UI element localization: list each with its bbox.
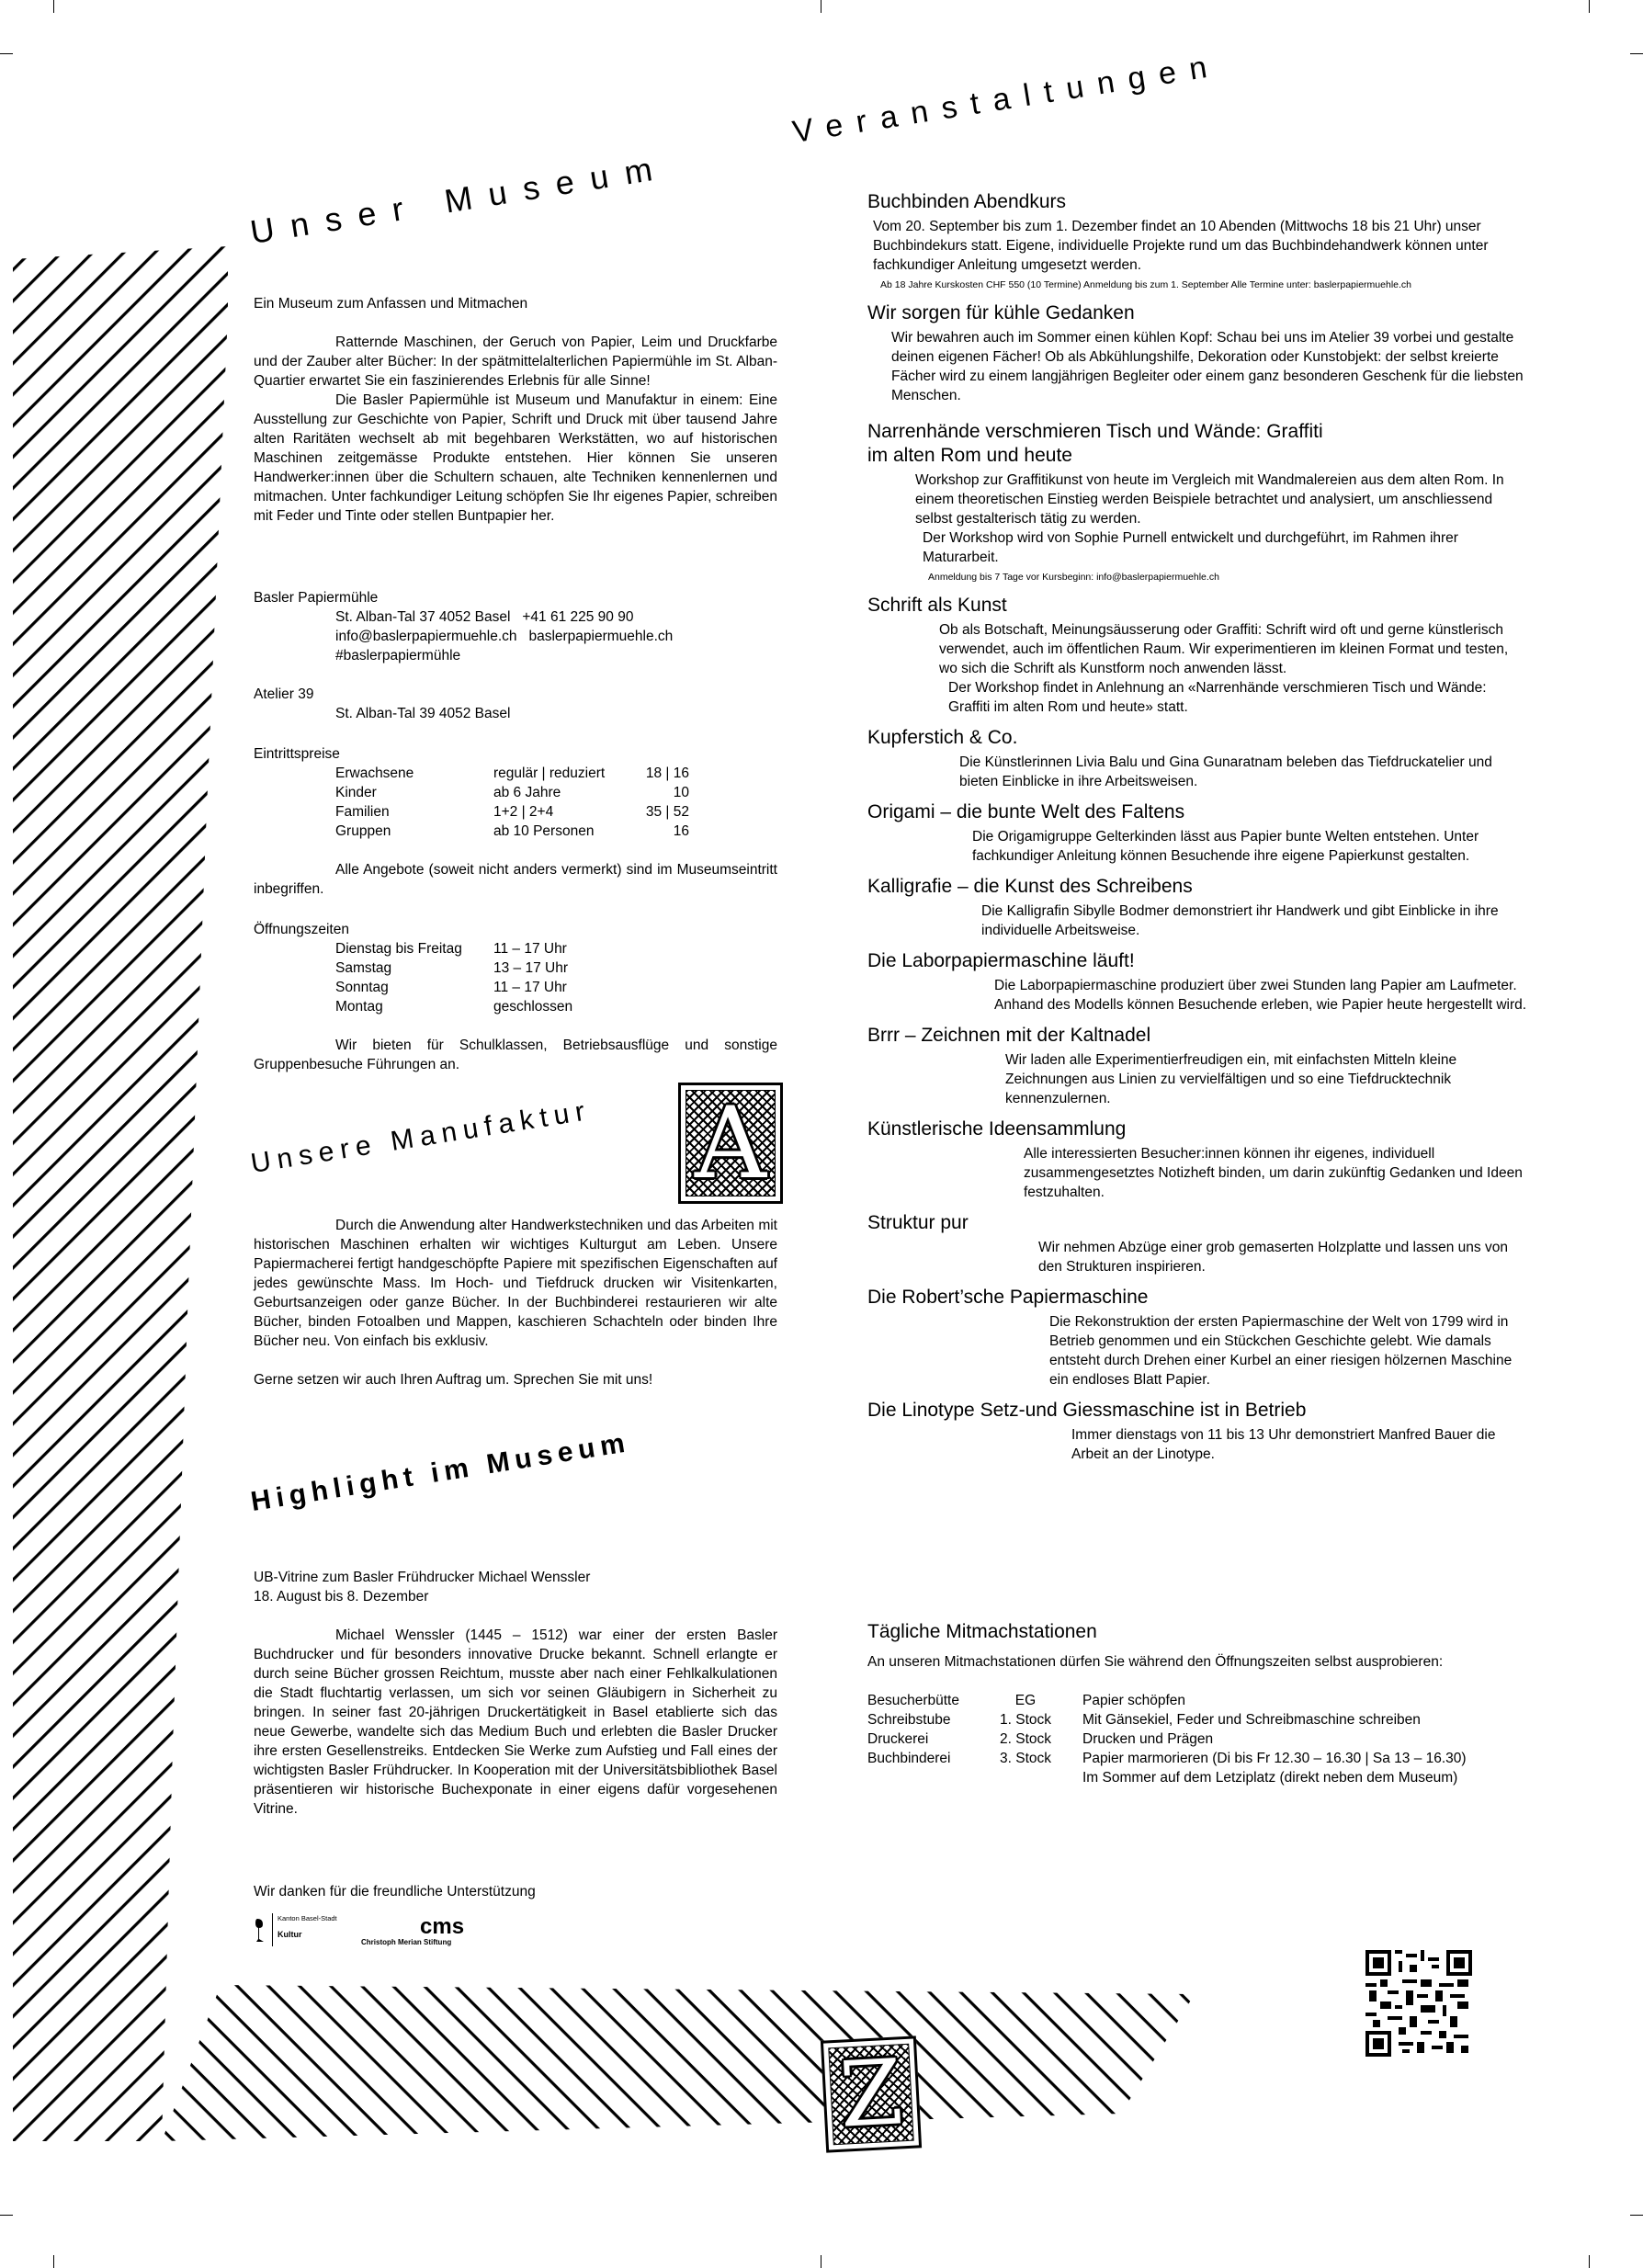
prices-table <box>335 764 689 841</box>
heading-unser-museum: Unser Museum <box>247 147 672 252</box>
price-cond: ab 10 Personen <box>493 823 595 839</box>
event-title: Brrr – Zeichnen mit der Kaltnadel <box>867 1025 1151 1046</box>
museum-subtitle: Ein Museum zum Anfassen und Mitmachen <box>254 296 528 312</box>
price-value: 18 | 16 <box>645 765 689 781</box>
event-small: Anmeldung bis 7 Tage vor Kursbeginn: info@baslerpapiermuehle.ch <box>928 572 1219 583</box>
hours-table <box>335 939 572 1016</box>
daily-place: Besucherbütte <box>867 1693 959 1708</box>
kanton-name: Kanton Basel-Stadt <box>278 1914 337 1922</box>
heading-highlight: Highlight im Museum <box>248 1427 633 1518</box>
highlight-dates: 18. August bis 8. Dezember <box>254 1589 429 1605</box>
highlight-title: UB-Vitrine zum Basler Frühdrucker Michael Wenssler <box>254 1570 591 1585</box>
event-title: Kupferstich & Co. <box>867 727 1018 748</box>
event-title: Buchbinden Abendkurs <box>867 191 1066 212</box>
event-item <box>867 1024 1529 1108</box>
event-text: Workshop zur Graffitikunst von heute im Vergleich mit Wandmalereien aus dem alten Rom. In einem theoretischen Einstieg werden Beispiele betrachtet und analysiert, um anschliessend selbst gestalterisch tätig zu werden. <box>915 472 1504 527</box>
basel-staff-icon <box>254 1917 266 1945</box>
daily-place: Schreibstube <box>867 1712 951 1728</box>
initial-z-illustration <box>821 2036 922 2152</box>
event-item <box>867 1286 1529 1389</box>
table-row <box>335 978 572 997</box>
daily-floor: 1. Stock <box>1000 1712 1051 1728</box>
museum-intro <box>254 294 777 526</box>
hours-day: Montag <box>335 999 383 1015</box>
event-text: Wir nehmen Abzüge einer grob gemaserten Holzplatte und lassen uns von den Strukturen inspirieren. <box>1038 1240 1508 1275</box>
hours-day: Sonntag <box>335 980 389 995</box>
price-value: 10 <box>673 785 689 800</box>
price-label: Erwachsene <box>335 765 414 781</box>
hours-time: 13 – 17 Uhr <box>493 960 568 976</box>
event-item <box>867 1211 1529 1276</box>
event-title: Die Linotype Setz-und Giessmaschine ist in Betrieb <box>867 1400 1307 1421</box>
prices-block <box>254 744 777 899</box>
kanton-dept: Kultur <box>278 1930 302 1939</box>
hours-title: Öffnungszeiten <box>254 922 349 937</box>
event-text: Alle interessierten Besucher:innen können ihr eigenes, individuell zusammengesetztes Notizheft binden, um darin zukünftig Gedanken und Ideen festzuhalten. <box>1024 1146 1523 1200</box>
event-text: Immer dienstags von 11 bis 13 Uhr demonstriert Manfred Bauer die Arbeit an der Linotype. <box>1071 1427 1496 1462</box>
event-text: Wir laden alle Experimentierfreudigen ein, mit einfachsten Mitteln kleine Zeichnungen aus Linien zu vervielfältigen und so eine Tiefdrucktechnik kennenzulernen. <box>1005 1052 1457 1106</box>
thanks-block <box>254 1882 777 1901</box>
atelier-address: St. Alban-Tal 39 4052 Basel <box>335 706 511 721</box>
daily-floor: EG <box>1014 1693 1037 1708</box>
daily-floor: 3. Stock <box>1000 1751 1051 1766</box>
museum-paragraph-1: Ratternde Maschinen, der Geruch von Papier, Leim und Druckfarbe und der Zauber alter Bücher: In der spätmittelalterlichen Papiermühle im St. Alban-Quartier erwartet Sie ein faszinierendes Erlebnis für alle Sinne! <box>254 335 777 389</box>
event-text: Vom 20. September bis zum 1. Dezember findet an 10 Abenden (Mittwochs 18 bis 21 Uhr) unser Buchbindekurs statt. Eigene, individuelle Projekte rund um das Buchbindehandwerk können unter fachkundiger Anleitung umgesetzt werden. <box>873 219 1489 273</box>
price-label: Kinder <box>335 785 377 800</box>
event-text: Die Laborpapiermaschine produziert über zwei Stunden lang Papier am Laufmeter. Anhand des Modells können Besuchende erleben, wie Papier heute hergestellt wird. <box>994 978 1527 1013</box>
atelier-name: Atelier 39 <box>254 686 314 702</box>
hours-time: 11 – 17 Uhr <box>493 941 567 957</box>
event-item <box>867 190 1529 292</box>
price-cond: regulär | reduziert <box>493 765 606 781</box>
hours-time: geschlossen <box>493 999 573 1015</box>
event-title: Struktur pur <box>867 1212 969 1233</box>
contact-phone[interactable]: +41 61 225 90 90 <box>522 609 634 625</box>
event-text: Ob als Botschaft, Meinungsäusserung oder Graffiti: Schrift wird oft und gerne künstlerisch verwendet, auch im öffentlichen Raum. Wir experimentieren im kleinen Format und testen, wo sich die Schrift als Kunstform noch anwenden lässt. <box>939 622 1509 676</box>
event-item <box>867 726 1529 791</box>
event-text: Die Kalligrafin Sibylle Bodmer demonstriert ihr Handwerk und gibt Einblicke in ihre individuelle Arbeitsweise. <box>981 903 1499 938</box>
table-row <box>335 802 689 822</box>
table-row <box>867 1710 1467 1729</box>
heading-veranstaltungen: Veranstaltungen <box>789 47 1223 151</box>
hours-day: Samstag <box>335 960 392 976</box>
event-title: Schrift als Kunst <box>867 595 1007 616</box>
thanks-text: Wir danken für die freundliche Unterstützung <box>254 1884 536 1899</box>
daily-activity: Papier marmorieren (Di bis Fr 12.30 – 16.30 | Sa 13 – 16.30) <box>1082 1751 1467 1766</box>
event-text: Die Origamigruppe Gelterkinden lässt aus Papier bunte Welten entstehen. Unter fachkundiger Anleitung können Besuchende ihre eigene Papierkunst gestalten. <box>972 829 1479 864</box>
initial-z-letter: Z <box>837 2040 905 2149</box>
table-row <box>335 764 689 783</box>
event-title: Kalligrafie – die Kunst des Schreibens <box>867 876 1193 897</box>
highlight-text: Michael Wenssler (1445 – 1512) war einer der ersten Basler Buchdrucker und für besonders innovative Drucke bekannt. Schnell erlangte er durch seine Bücher grossen Reichtum, musste aber nach einer Fehlkalkulationen die Stadt fluchtartig verlassen, um sich vor seinen Gläubigern in Sicherheit zu bringen. In seiner fast 20-jährigen Druckertätigkeit in Basel etablierte sich das neue Gewerbe, wandelte sich das Medium Buch und erlebten die Basler Drucker ihre ersten Gesellenstreiks. Entdecken Sie Werke zum Aufstieg und Fall eines der wichtigsten Basler Frühdrucker. In Kooperation mit der Universitätsbibliothek Basel präsentieren wir historische Buchexponate in einer eigens dafür vorgesehenen Vitrine. <box>254 1627 777 1817</box>
event-text-2: Der Workshop wird von Sophie Purnell entwickelt und durchgeführt, im Rahmen ihrer Maturarbeit. <box>923 530 1458 565</box>
daily-activity: Papier schöpfen <box>1082 1693 1186 1708</box>
daily-place: Druckerei <box>867 1731 929 1747</box>
daily-title: Tägliche Mitmachstationen <box>867 1621 1097 1642</box>
heading-unsere-manufaktur: Unsere Manufaktur <box>248 1094 594 1180</box>
event-text: Die Rekonstruktion der ersten Papiermaschine der Welt von 1799 wird in Betrieb genommen und ein Stückchen Geschichte gelebt. Wie damals entsteht durch Drehen einer Kurbel an einer riesigen hölzernen Maschine ein endloses Blatt Papier. <box>1049 1314 1513 1388</box>
contact-email[interactable]: info@baslerpapiermuehle.ch <box>335 629 517 644</box>
table-row <box>867 1729 1467 1749</box>
price-cond: ab 6 Jahre <box>493 785 561 800</box>
price-value: 16 <box>673 823 689 839</box>
daily-place: Buchbinderei <box>867 1751 951 1766</box>
table-row <box>867 1749 1467 1768</box>
daily-floor: 2. Stock <box>1000 1731 1051 1747</box>
table-row <box>867 1768 1467 1787</box>
event-item <box>867 301 1529 405</box>
event-text: Wir bewahren auch im Sommer einen kühlen Kopf: Schau bei uns im Atelier 39 vorbei und gestalte deinen eigenen Fächer! Ob als Abkühlungshilfe, Dekoration oder Kunstobjekt: der selbst kreierte Fächer wird zu einem langjährigen Begleiter oder einem ganz besonderen Geschenk für die liebsten Menschen. <box>891 330 1524 403</box>
table-row <box>335 822 689 841</box>
daily-block <box>867 1621 1529 1787</box>
cms-name: Christoph Merian Stiftung <box>361 1938 452 1946</box>
daily-activity: Drucken und Prägen <box>1082 1731 1214 1747</box>
hours-time: 11 – 17 Uhr <box>493 980 567 995</box>
manufaktur-block <box>254 1216 777 1389</box>
daily-extra: Im Sommer auf dem Letziplatz (direkt neben dem Museum) <box>1082 1770 1458 1786</box>
prices-note: Alle Angebote (soweit nicht anders vermerkt) sind im Museumseintritt inbegriffen. <box>254 862 777 897</box>
event-title: Narrenhände verschmieren Tisch und Wände: Graffiti im alten Rom und heute <box>867 421 1323 466</box>
event-title: Wir sorgen für kühle Gedanken <box>867 302 1135 323</box>
cms-logo <box>361 1914 465 1948</box>
table-row <box>867 1691 1467 1710</box>
museum-paragraph-2: Die Basler Papiermühle ist Museum und Manufaktur in einem: Eine Ausstellung zur Geschichte von Papier, Schrift und Druck mit über tausend Jahre alten Raritäten wechselt ab mit begehbaren Werkstätten, wo auf historischen Maschinen zeitgemässe Produkte entstehen. Hier können Sie unseren Handwerker:innen über die Schultern schauen, alte Techniken kennenlernen und mitmachen. Unter fachkundiger Leitung schöpfen Sie Ihr eigenes Papier, schreiben mit Feder und Tinte oder stellen Buntpapier her. <box>254 392 777 524</box>
event-title: Die Robert’sche Papiermaschine <box>867 1287 1149 1308</box>
event-item <box>867 800 1529 866</box>
hours-note: Wir bieten für Schulklassen, Betriebsausflüge und sonstige Gruppenbesuche Führungen an. <box>254 1038 777 1072</box>
cms-wordmark: cms <box>420 1914 465 1939</box>
table-row <box>335 958 572 978</box>
contact-name: Basler Papiermühle <box>254 590 379 606</box>
event-title: Origami – die bunte Welt des Faltens <box>867 801 1185 822</box>
daily-intro: An unseren Mitmachstationen dürfen Sie während den Öffnungszeiten selbst ausprobieren: <box>867 1654 1444 1670</box>
prices-title: Eintrittspreise <box>254 746 340 762</box>
event-item <box>867 949 1529 1015</box>
hours-day: Dienstag bis Freitag <box>335 941 462 957</box>
contact-address: St. Alban-Tal 37 4052 Basel <box>335 609 511 625</box>
contact-block <box>254 588 777 723</box>
event-item <box>867 420 1529 584</box>
contact-web[interactable]: baslerpapiermuehle.ch <box>528 629 674 644</box>
price-label: Gruppen <box>335 823 391 839</box>
table-row <box>335 783 689 802</box>
initial-a-illustration <box>678 1083 783 1204</box>
initial-a-letter: A <box>695 1085 766 1201</box>
daily-table <box>867 1691 1467 1787</box>
event-item <box>867 875 1529 940</box>
contact-hashtag: #baslerpapiermühle <box>335 648 461 663</box>
table-row <box>335 997 572 1016</box>
event-item <box>867 594 1529 717</box>
events-list <box>867 190 1529 1473</box>
table-row <box>335 939 572 958</box>
manufaktur-paragraph: Durch die Anwendung alter Handwerkstechniken und das Arbeiten mit historischen Maschinen erhalten wir wichtiges Kulturgut am Leben. Unsere Papiermacherei fertigt handgeschöpfte Papiere mit spezifischen Eigenschaften auf jedes gewünschte Mass. Im Hoch- und Tiefdruck drucken wir Visitenkarten, Geburtsanzeigen oder ganze Bücher. In der Buchbinderei restaurieren wir alte Bücher, binden Fotoalben und Mappen, kaschieren Schachteln oder binden Ihre Bücher neu. Von einfach bis exklusiv. <box>254 1218 777 1349</box>
manufaktur-cta: Gerne setzen wir auch Ihren Auftrag um. Sprechen Sie mit uns! <box>254 1372 653 1388</box>
event-title: Künstlerische Ideensammlung <box>867 1118 1127 1140</box>
qr-code[interactable] <box>1365 1950 1472 2057</box>
event-item <box>867 1399 1529 1464</box>
price-label: Familien <box>335 804 390 820</box>
hours-block <box>254 920 777 1074</box>
highlight-block <box>254 1568 777 1819</box>
price-cond: 1+2 | 2+4 <box>493 804 554 820</box>
daily-activity: Mit Gänsekiel, Feder und Schreibmaschine schreiben <box>1082 1712 1421 1728</box>
event-item <box>867 1117 1529 1202</box>
event-text: Die Künstlerinnen Livia Balu und Gina Gunaratnam beleben das Tiefdruckatelier und bieten Einblicke in ihre Arbeitsweisen. <box>959 754 1492 789</box>
price-value: 35 | 52 <box>645 804 689 820</box>
event-text-2: Der Workshop findet in Anlehnung an «Narrenhände verschmieren Tisch und Wände: Graffiti im alten Rom und heute» statt. <box>948 680 1487 715</box>
event-title: Die Laborpapiermaschine läuft! <box>867 950 1135 971</box>
event-small: Ab 18 Jahre Kurskosten CHF 550 (10 Termine) Anmeldung bis zum 1. September Alle Termine unter: baslerpapiermuehle.ch <box>880 279 1411 290</box>
